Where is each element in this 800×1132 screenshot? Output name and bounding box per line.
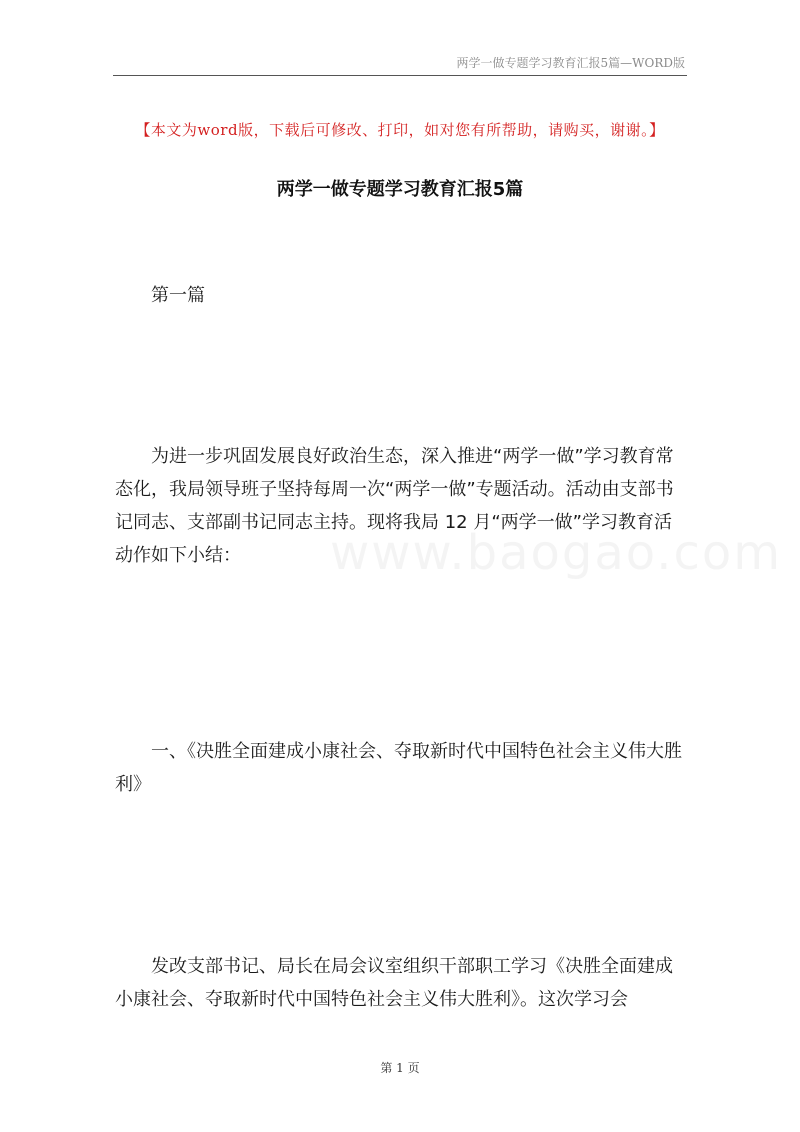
- header-divider: [113, 75, 687, 76]
- section-heading-1: 一、《决胜全面建成小康社会、夺取新时代中国特色社会主义伟大胜利》: [115, 741, 682, 795]
- running-header: 两学一做专题学习教育汇报5篇—WORD版: [456, 56, 685, 70]
- paragraph-study-session: 发改支部书记、局长在局会议室组织干部职工学习《决胜全面建成小康社会、夺取新时代中国特色社会主义伟大胜利》。这次学习会: [115, 956, 673, 1010]
- document-title: 两学一做专题学习教育汇报5篇: [276, 179, 524, 200]
- watermark: www.baogao.com: [330, 525, 783, 581]
- purchase-notice: 【本文为word版，下载后可修改、打印，如对您有所帮助，请购买，谢谢。】: [135, 121, 665, 139]
- page-number: 第 1 页: [380, 1061, 420, 1075]
- paragraph-intro: 为进一步巩固发展良好政治生态，深入推进“两学一做”学习教育常态化，我局领导班子坚持每周一次“两学一做”专题活动。活动由支部书记同志、支部副书记同志主持。现将我局 12 月“两学一做”学习教育活动作如下小结：: [115, 446, 674, 566]
- section-label: 第一篇: [151, 285, 205, 306]
